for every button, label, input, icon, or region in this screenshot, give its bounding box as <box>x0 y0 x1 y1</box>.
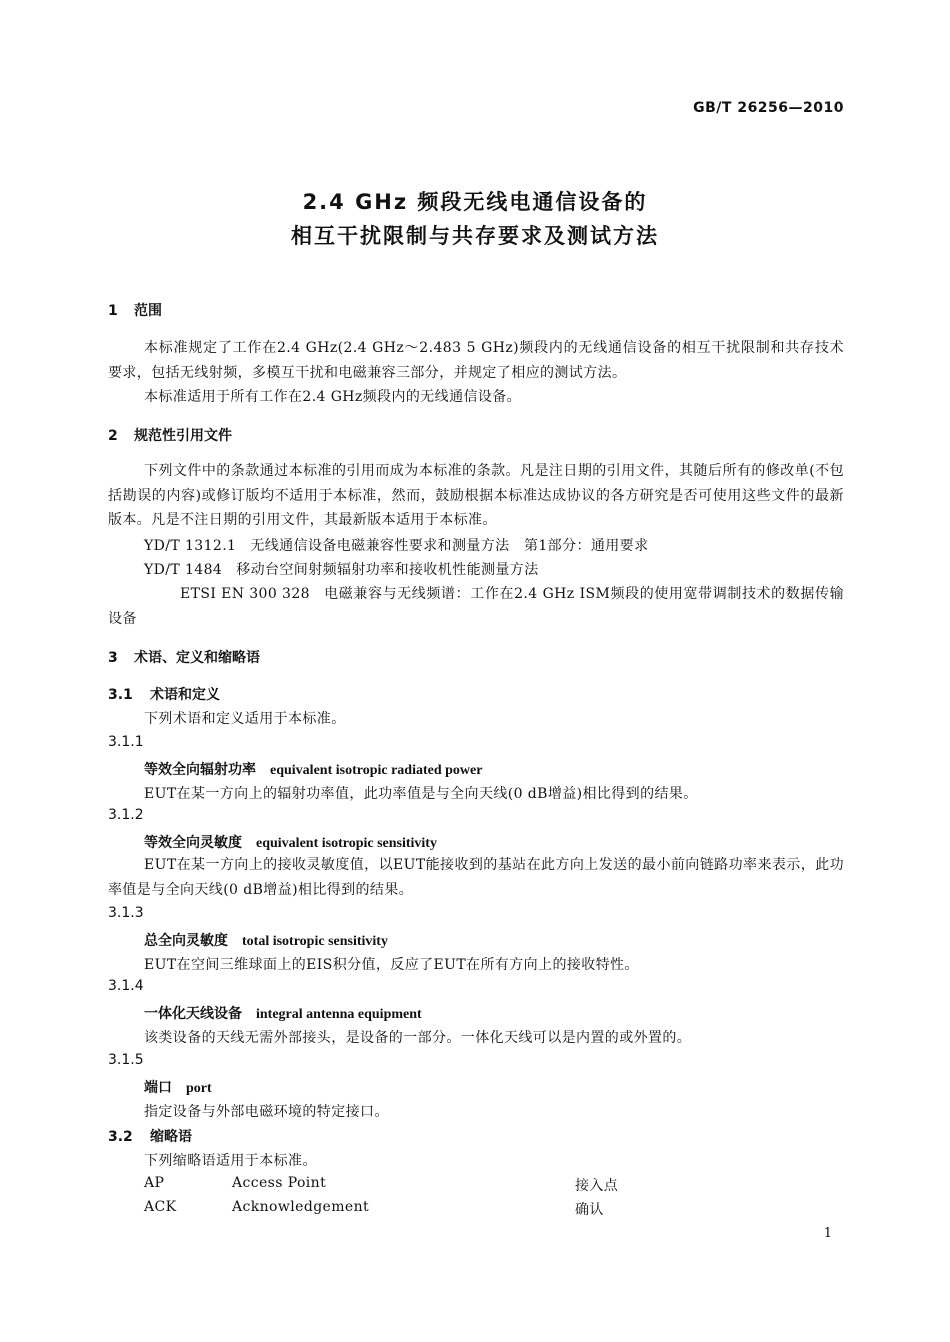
section-2-paragraph-1: 下列文件中的条款通过本标准的引用而成为本标准的条款。凡是注日期的引用文件，其随后所有的修改单(不包括勘误的内容)或修订版均不适用于本标准，然而，鼓励根据本标准达成协议的各方研究是否可使用这些文件的最新版本。凡是不注日期的引用文件，其最新版本适用于本标准。 <box>108 463 844 528</box>
section-1-paragraph-1: 本标准规定了工作在2.4 GHz(2.4 GHz～2.483 5 GHz)频段内的无线通信设备的相互干扰限制和共存技术要求，包括无线射频，多模互干扰和电磁兼容三部分，并规定了相应的测试方法。 <box>108 340 844 381</box>
term-heading <box>144 1077 212 1097</box>
clause-number: 3.1.1 <box>108 734 144 750</box>
reference-title: 电磁兼容与无线频谱：工作在2.4 GHz ISM频段的使用宽带调制技术的数据传输设备 <box>108 586 844 627</box>
clause-title: 术语和定义 <box>150 687 220 703</box>
abbrev-english: Access Point <box>232 1175 327 1191</box>
term-heading <box>144 1003 422 1023</box>
clause-number: 3.1.4 <box>108 978 144 994</box>
normative-reference <box>144 559 539 579</box>
term-definition: EUT在空间三维球面上的EIS积分值，反应了EUT在所有方向上的接收特性。 <box>144 957 639 973</box>
clause-3-2-heading <box>108 1126 192 1146</box>
clause-3-1-intro: 下列术语和定义适用于本标准。 <box>144 711 346 727</box>
section-number: 1 <box>108 303 118 319</box>
term-heading <box>144 759 482 779</box>
reference-code: YD/T 1484 <box>144 562 223 578</box>
section-1-heading <box>108 300 162 320</box>
term-definition: EUT在某一方向上的接收灵敏度值，以EUT能接收到的基站在此方向上发送的最小前向链路功率来表示，此功率值是与全向天线(0 dB增益)相比得到的结果。 <box>108 857 844 898</box>
normative-reference <box>108 582 844 631</box>
section-title: 范围 <box>134 303 162 319</box>
section-3-heading <box>108 647 260 667</box>
term-en: port <box>186 1081 212 1096</box>
abbrev-abbr: AP <box>144 1175 165 1191</box>
term-en: equivalent isotropic sensitivity <box>256 836 437 851</box>
term-definition: 指定设备与外部电磁环境的特定接口。 <box>144 1104 389 1120</box>
clause-3-1-heading <box>108 684 220 704</box>
page-number: 1 <box>823 1226 832 1241</box>
clause-3-2-intro: 下列缩略语适用于本标准。 <box>144 1153 317 1169</box>
clause-title: 缩略语 <box>150 1129 192 1145</box>
section-number: 3 <box>108 650 118 666</box>
section-title: 术语、定义和缩略语 <box>134 650 260 666</box>
clause-number: 3.1 <box>108 687 133 703</box>
term-zh: 端口 <box>144 1080 172 1096</box>
abbrev-chinese: 确认 <box>575 1202 604 1218</box>
clause-number: 3.1.3 <box>108 905 144 921</box>
term-heading <box>144 832 437 852</box>
reference-code: ETSI EN 300 328 <box>180 586 310 602</box>
term-zh: 一体化天线设备 <box>144 1006 242 1022</box>
section-1-paragraph-2: 本标准适用于所有工作在2.4 GHz频段内的无线通信设备。 <box>144 389 522 405</box>
clause-number: 3.2 <box>108 1129 133 1145</box>
term-en: total isotropic sensitivity <box>242 934 388 949</box>
term-zh: 等效全向辐射功率 <box>144 762 256 778</box>
term-definition: EUT在某一方向上的辐射功率值，此功率值是与全向天线(0 dB增益)相比得到的结果。 <box>144 786 698 802</box>
abbrev-abbr: ACK <box>144 1199 177 1215</box>
reference-title: 无线通信设备电磁兼容性要求和测量方法 第1部分：通用要求 <box>250 538 649 554</box>
abbrev-chinese: 接入点 <box>575 1178 619 1194</box>
normative-reference <box>144 535 648 555</box>
reference-code: YD/T 1312.1 <box>144 538 237 554</box>
term-zh: 等效全向灵敏度 <box>144 835 242 851</box>
standard-number: GB/T 26256—2010 <box>693 100 844 116</box>
title-line-1: 2.4 GHz 频段无线电通信设备的 <box>302 190 648 214</box>
clause-number: 3.1.5 <box>108 1052 144 1068</box>
abbrev-english: Acknowledgement <box>232 1199 370 1215</box>
reference-title: 移动台空间射频辐射功率和接收机性能测量方法 <box>236 562 539 578</box>
section-2-heading <box>108 425 232 445</box>
section-number: 2 <box>108 428 118 444</box>
term-en: integral antenna equipment <box>256 1007 422 1022</box>
term-definition: 该类设备的天线无需外部接头，是设备的一部分。一体化天线可以是内置的或外置的。 <box>144 1030 692 1046</box>
title-line-2: 相互干扰限制与共存要求及测试方法 <box>291 224 659 248</box>
term-en: equivalent isotropic radiated power <box>270 763 483 778</box>
term-heading <box>144 930 388 950</box>
section-title: 规范性引用文件 <box>134 428 232 444</box>
clause-number: 3.1.2 <box>108 807 144 823</box>
term-zh: 总全向灵敏度 <box>144 933 228 949</box>
